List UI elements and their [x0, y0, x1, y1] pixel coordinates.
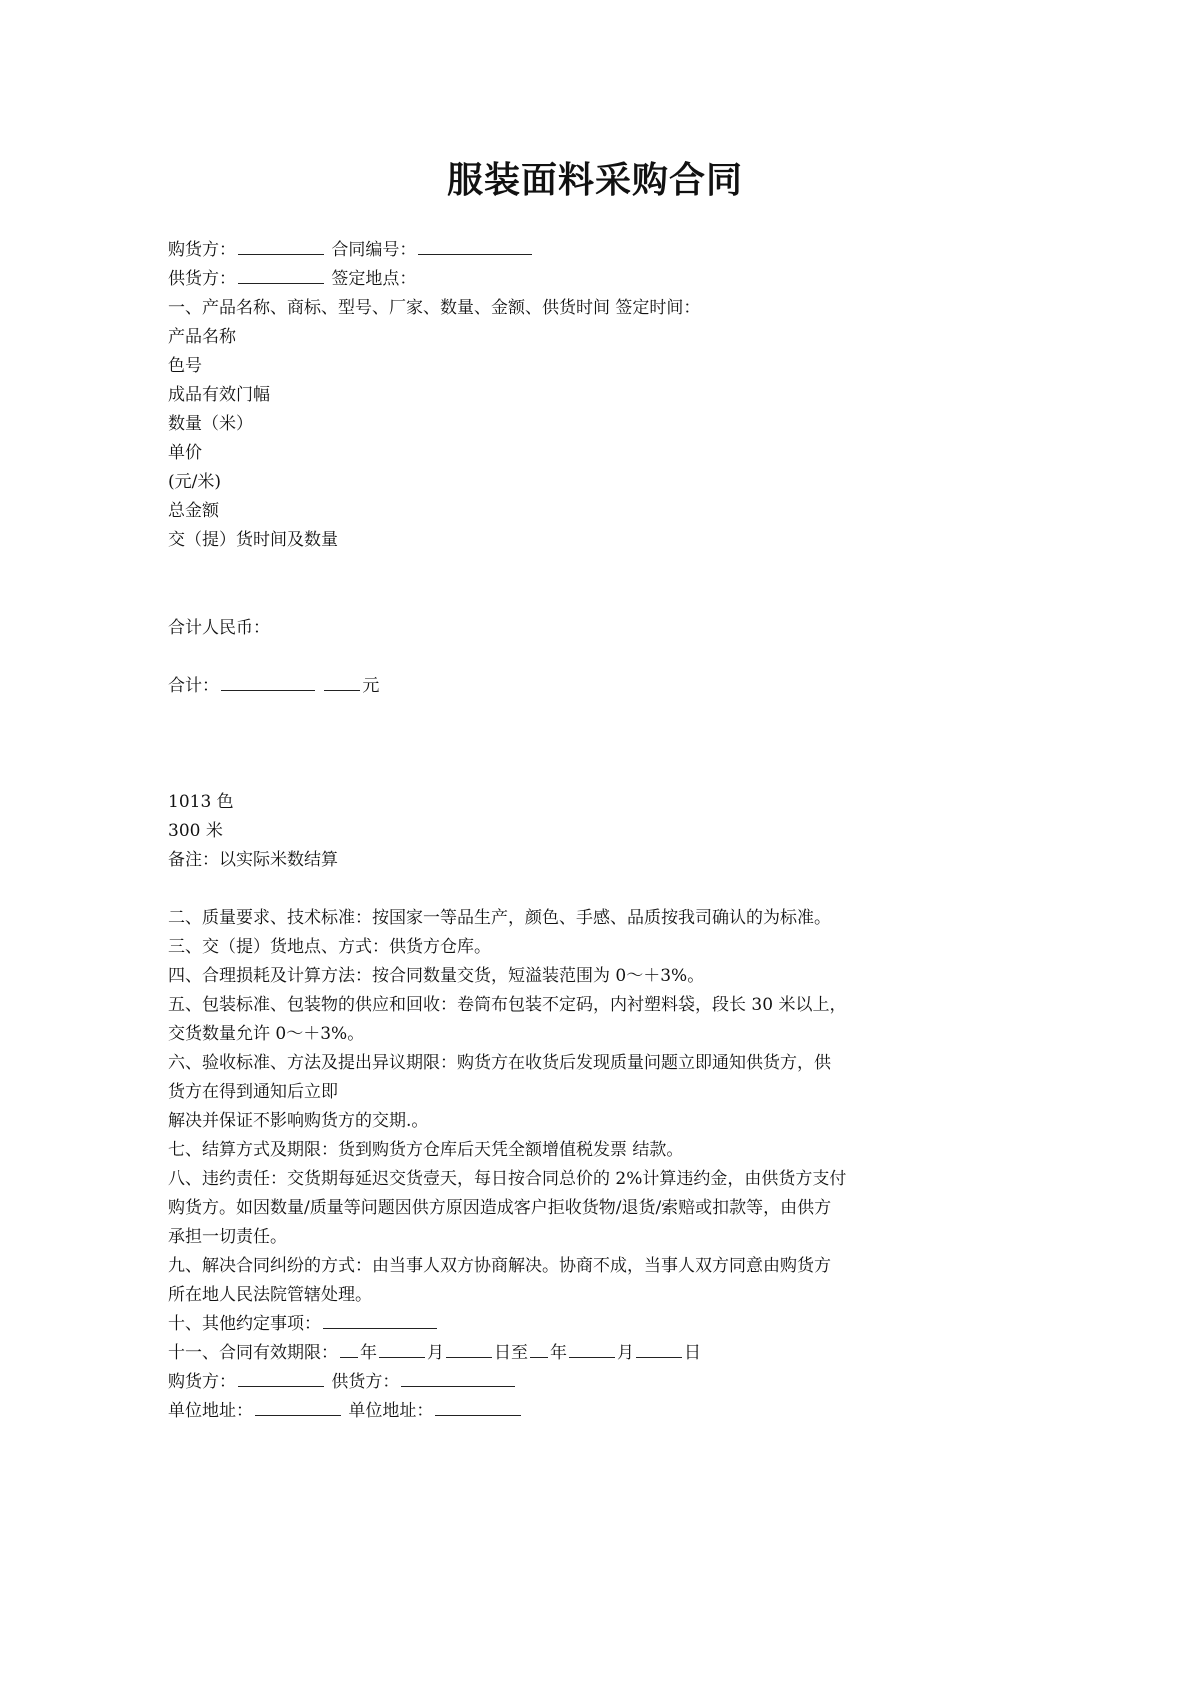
clause-11-row [168, 1339, 701, 1368]
column-delivery: 交（提）货时间及数量 [168, 530, 338, 550]
start-day-blank [446, 1340, 492, 1358]
sign-time-label: 签定时间： [615, 298, 701, 318]
signature-row [168, 1368, 517, 1397]
clause-7: 七、结算方式及期限：货到购货方仓库后天凭全额增值税发票 结款。 [168, 1140, 684, 1160]
clause-5-line2: 交货数量允许 0～＋3%。 [168, 1024, 365, 1044]
buyer-blank [238, 237, 324, 255]
footer-addr2-label: 单位地址： [348, 1401, 434, 1421]
buyer-label: 购货方： [168, 240, 236, 260]
addr2-blank [435, 1398, 521, 1416]
clause-11-label: 十一、合同有效期限： [168, 1343, 338, 1363]
buyer-contract-row [168, 236, 534, 265]
day-label-2: 日 [684, 1343, 701, 1363]
clause-3: 三、交（提）货地点、方式：供货方仓库。 [168, 937, 491, 957]
footer-buyer-label: 购货方： [168, 1372, 236, 1392]
total-rmb-label: 合计人民币： [168, 618, 270, 638]
total-blank-1 [221, 673, 315, 691]
year-label-2: 年 [550, 1343, 567, 1363]
clause-8-line3: 承担一切责任。 [168, 1227, 287, 1247]
start-year-blank [340, 1340, 358, 1358]
clause-4: 四、合理损耗及计算方法：按合同数量交货，短溢装范围为 0～＋3%。 [168, 966, 705, 986]
supplier-blank [238, 266, 324, 284]
clause-2: 二、质量要求、技术标准：按国家一等品生产，颜色、手感、品质按我司确认的为标准。 [168, 908, 831, 928]
address-row [168, 1397, 523, 1426]
footer-buyer-blank [238, 1369, 324, 1387]
footer-supplier-label: 供货方： [331, 1372, 400, 1392]
clause-6-line2: 货方在得到通知后立即 [168, 1082, 338, 1102]
total-label: 合计： [168, 676, 219, 696]
supplier-place-row [168, 265, 416, 294]
quantity-value: 300 米 [168, 821, 223, 841]
clause-9-line1: 九、解决合同纠纷的方式：由当事人双方协商解决。协商不成，当事人双方同意由购货方 [168, 1256, 831, 1276]
column-width: 成品有效门幅 [168, 385, 270, 405]
clause-10-row [168, 1310, 439, 1339]
clause-6-line3: 解决并保证不影响购货方的交期.。 [168, 1111, 429, 1131]
end-day-blank [636, 1340, 682, 1358]
contract-no-blank [418, 237, 532, 255]
day-to-label: 日至 [494, 1343, 528, 1363]
clause-8-line1: 八、违约责任：交货期每延迟交货壹天，每日按合同总价的 2%计算违约金，由供货方支付 [168, 1169, 847, 1189]
supplier-label: 供货方： [168, 269, 236, 289]
total-unit: 元 [362, 676, 380, 696]
clause-9-line2: 所在地人民法院管辖处理。 [168, 1285, 372, 1305]
footer-addr1-label: 单位地址： [168, 1401, 253, 1421]
year-label: 年 [360, 1343, 377, 1363]
month-label-2: 月 [617, 1343, 634, 1363]
end-month-blank [569, 1340, 615, 1358]
footer-supplier-blank [401, 1369, 515, 1387]
month-label: 月 [427, 1343, 444, 1363]
clause-6-line1: 六、验收标准、方法及提出异议期限：购货方在收货后发现质量问题立即通知供货方，供 [168, 1053, 831, 1073]
total-row [168, 672, 379, 701]
column-unit: (元/米) [168, 472, 221, 492]
column-product-name: 产品名称 [168, 327, 236, 347]
addr1-blank [255, 1398, 341, 1416]
clause-10-blank [323, 1311, 437, 1329]
contract-no-label: 合同编号： [331, 240, 417, 260]
total-blank-2 [324, 673, 360, 691]
document-title: 服装面料采购合同 [446, 159, 743, 201]
clause-10-label: 十、其他约定事项： [168, 1314, 321, 1334]
start-month-blank [379, 1340, 425, 1358]
section1-heading-row [168, 294, 700, 323]
color-number-value: 1013 色 [168, 792, 234, 812]
column-color-no: 色号 [168, 356, 202, 376]
remark: 备注：以实际米数结算 [168, 850, 338, 870]
sign-place-label: 签定地点： [331, 269, 417, 289]
clause-8-line2: 购货方。如因数量/质量等问题因供方原因造成客户拒收货物/退货/索赔或扣款等，由供方 [168, 1198, 832, 1218]
clause-5-line1: 五、包装标准、包装物的供应和回收：卷筒布包装不定码，内衬塑料袋，段长 30 米以上， [168, 995, 847, 1015]
end-year-blank [530, 1340, 548, 1358]
column-unit-price: 单价 [168, 443, 202, 463]
column-total-amount: 总金额 [168, 501, 219, 521]
section1-heading: 一、产品名称、商标、型号、厂家、数量、金额、供货时间 [168, 298, 610, 318]
column-quantity: 数量（米） [168, 414, 253, 434]
